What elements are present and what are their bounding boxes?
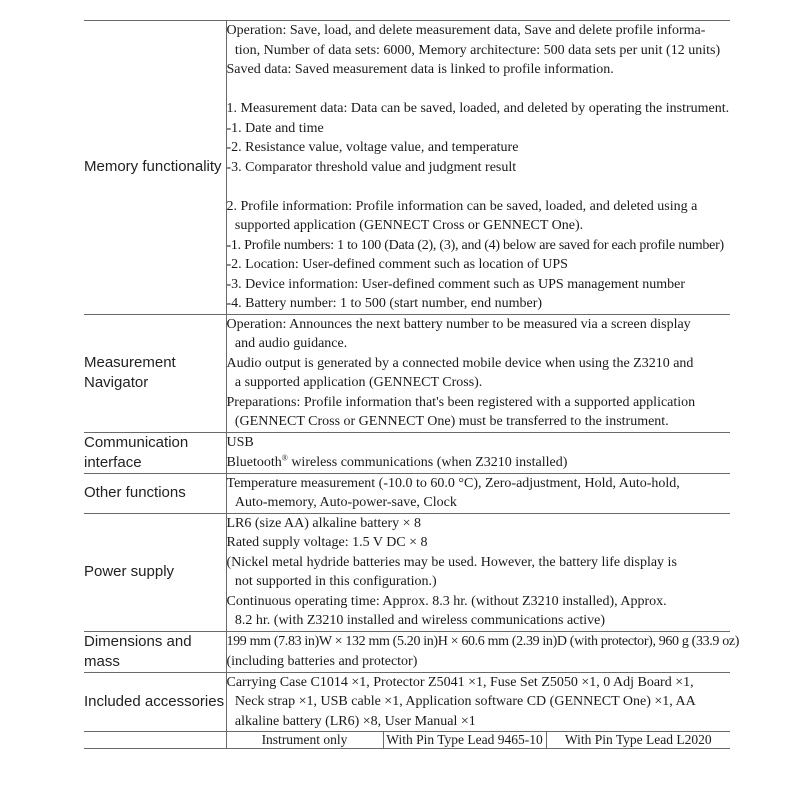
value-dimensions-and-mass [226, 631, 740, 672]
label-line: Communication [84, 433, 189, 451]
navigator-text-line: a supported application (GENNECT Cross). [234, 375, 483, 390]
value-included-accessories [226, 672, 730, 732]
communication-text-line [227, 453, 731, 473]
power-text-line: LR6 (size AA) alkaline battery × 8 [226, 515, 422, 531]
accessories-text-line: alkaline battery (LR6) ×8, User Manual ×1 [234, 713, 476, 729]
other-text-line: Temperature measurement (-10.0 to 60.0 °C), Zero-adjustment, Hold, Auto-hold, [226, 475, 680, 491]
label-line: Measurement [84, 354, 176, 371]
label-included-accessories: Included accessories [84, 672, 226, 732]
label-line: Dimensions and [84, 632, 192, 650]
row-measurement-navigator [84, 314, 730, 432]
memory-text-line: -4. Battery number: 1 to 500 (start number, end number) [226, 296, 543, 311]
row-included-accessories [84, 672, 730, 732]
dimensions-text-line: 199 mm (7.83 in)W × 132 mm (5.20 in)H × 60.6 mm (2.39 in)D (with protector), 960 g (33.9 oz) [226, 634, 740, 649]
power-text-line: 8.2 hr. (with Z3210 installed and wireless communications active) [234, 613, 606, 628]
model-with-9465-10: With Pin Type Lead 9465-10 [383, 732, 546, 749]
power-text-line: Continuous operating time: Approx. 8.3 hr. (without Z3210 installed), Approx. [226, 593, 667, 609]
label-dimensions-and-mass [84, 631, 226, 672]
row-dimensions-and-mass [84, 631, 730, 672]
row-other-functions [84, 473, 730, 513]
label-memory-functionality: Memory functionality [84, 21, 226, 315]
accessories-text-line: Neck strap ×1, USB cable ×1, Application software CD (GENNECT One) ×1, AA [234, 694, 696, 709]
memory-text-line: -2. Resistance value, voltage value, and temperature [226, 140, 519, 155]
row-power-supply [84, 513, 730, 631]
model-with-l2020: With Pin Type Lead L2020 [546, 732, 730, 749]
label-communication-interface [84, 432, 226, 473]
memory-text-line: 2. Profile information: Profile information can be saved, loaded, and deleted using a [226, 198, 698, 214]
memory-text-line: -1. Profile numbers: 1 to 100 (Data (2), (3), and (4) below are saved for each profile number) [226, 237, 724, 253]
label-measurement-navigator [84, 314, 226, 432]
registered-mark: ® [281, 452, 288, 462]
memory-text-line: tion, Number of data sets: 6000, Memory architecture: 500 data sets per unit (12 units) [234, 42, 721, 58]
memory-text-line: supported application (GENNECT Cross or GENNECT One). [234, 218, 584, 233]
label-other-functions: Other functions [84, 473, 226, 513]
navigator-text-line: and audio guidance. [234, 336, 348, 351]
navigator-text-line: Operation: Announces the next battery number to be measured via a screen display [226, 316, 691, 332]
other-text-line: Auto-memory, Auto-power-save, Clock [234, 495, 457, 510]
navigator-text-line: Preparations: Profile information that's been registered with a supported application [226, 394, 696, 410]
label-line: Navigator [84, 374, 149, 391]
row-model-options [84, 732, 730, 749]
model-options-spacer [84, 732, 226, 749]
navigator-text-line: Audio output is generated by a connected mobile device when using the Z3210 and [226, 355, 694, 371]
memory-text-line: Saved data: Saved measurement data is linked to profile information. [226, 62, 614, 77]
bluetooth-description: wireless communications (when Z3210 installed) [287, 454, 568, 470]
communication-text-line: USB [226, 435, 254, 450]
dimensions-text-line: (including batteries and protector) [226, 653, 418, 669]
memory-text-line: 1. Measurement data: Data can be saved, loaded, and deleted by operating the instrument. [226, 101, 730, 116]
memory-text-line: -3. Comparator threshold value and judgment result [226, 159, 517, 175]
memory-text-line: -2. Location: User-defined comment such as location of UPS [226, 257, 568, 272]
specifications-table [84, 20, 740, 749]
power-text-line: (Nickel metal hydride batteries may be used. However, the battery life display is [226, 554, 677, 570]
label-line: interface [84, 453, 142, 471]
power-text-line: not supported in this configuration.) [234, 574, 437, 589]
power-text-line: Rated supply voltage: 1.5 V DC × 8 [226, 535, 428, 550]
memory-text-line: -1. Date and time [226, 120, 324, 136]
row-communication-interface [84, 432, 730, 473]
value-power-supply [226, 513, 730, 631]
value-memory-functionality [226, 21, 730, 315]
model-instrument-only: Instrument only [226, 732, 383, 749]
bluetooth-name: Bluetooth [226, 454, 282, 470]
label-line: mass [84, 652, 120, 670]
value-measurement-navigator [226, 314, 730, 432]
value-communication-interface [226, 432, 730, 473]
memory-text-line: Operation: Save, load, and delete measurement data, Save and delete profile informa- [226, 23, 706, 38]
memory-text-line: -3. Device information: User-defined comment such as UPS management number [226, 276, 685, 292]
row-memory-functionality [84, 21, 730, 315]
value-other-functions [226, 473, 730, 513]
navigator-text-line: (GENNECT Cross or GENNECT One) must be transferred to the instrument. [234, 414, 669, 429]
label-power-supply: Power supply [84, 513, 226, 631]
accessories-text-line: Carrying Case C1014 ×1, Protector Z5041 ×1, Fuse Set Z5050 ×1, 0 Adj Board ×1, [226, 674, 694, 690]
